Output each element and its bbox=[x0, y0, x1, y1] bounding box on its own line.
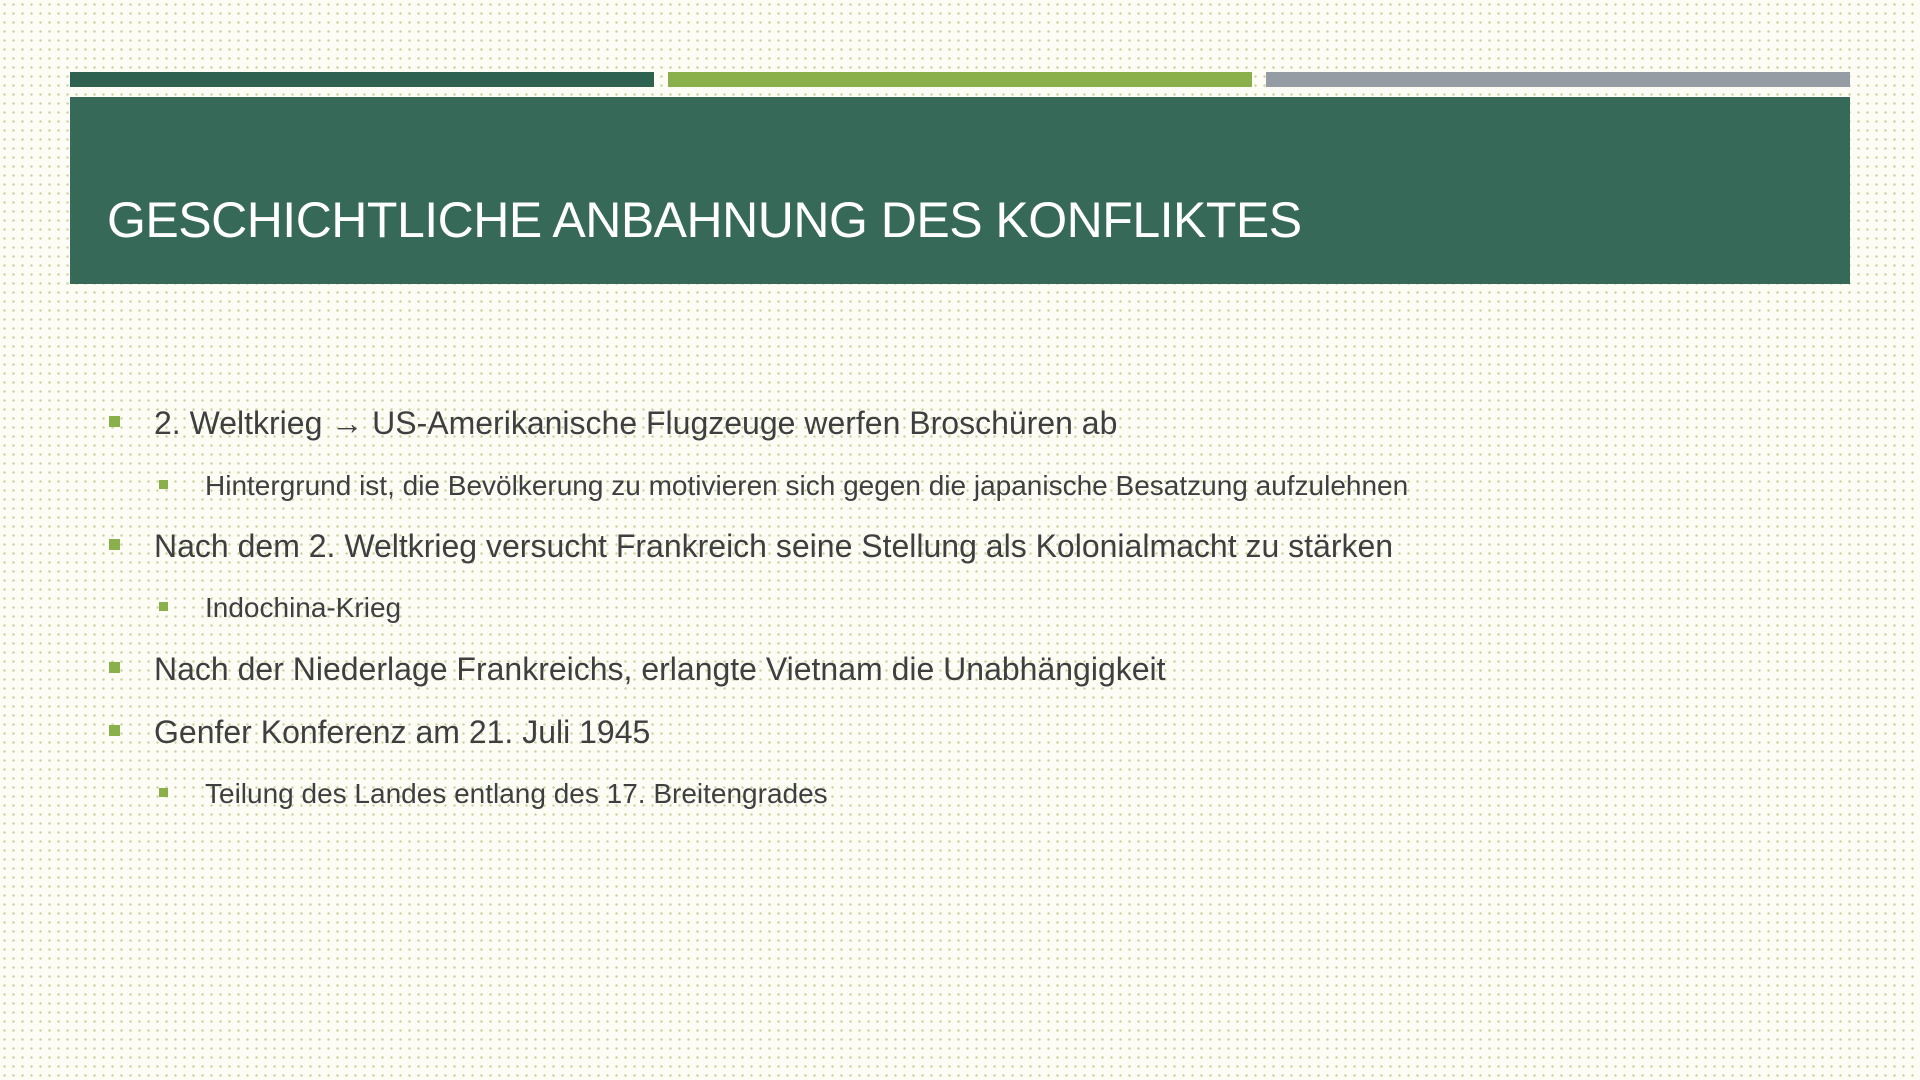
sub-bullet-item bbox=[205, 780, 828, 808]
bullet-item bbox=[154, 716, 650, 748]
bullet-item bbox=[154, 407, 1117, 439]
bullet-text: Genfer Konferenz am 21. Juli 1945 bbox=[154, 714, 651, 750]
square-bullet-icon bbox=[109, 539, 120, 550]
sub-bullet-text: Hintergrund ist, die Bevölkerung zu motivieren sich gegen die japanische Besatzung aufzulehnen bbox=[205, 470, 1409, 501]
bullet-item bbox=[154, 530, 1393, 562]
square-bullet-icon bbox=[109, 416, 120, 427]
bullet-text: Nach der Niederlage Frankreichs, erlangte Vietnam die Unabhängigkeit bbox=[154, 651, 1166, 687]
bullet-text: Nach dem 2. Weltkrieg versucht Frankreich seine Stellung als Kolonialmacht zu stärken bbox=[154, 528, 1394, 564]
slide-title: GESCHICHTLICHE ANBAHNUNG DES KONFLIKTES bbox=[107, 192, 1302, 248]
square-bullet-icon bbox=[109, 662, 120, 673]
sub-bullet-text: Teilung des Landes entlang des 17. Breitengrades bbox=[205, 778, 828, 809]
bullet-text: 2. Weltkrieg → US-Amerikanische Flugzeuge werfen Broschüren ab bbox=[154, 405, 1118, 441]
sub-bullet-text: Indochina-Krieg bbox=[205, 592, 402, 623]
sub-bullet-item bbox=[205, 472, 1408, 500]
sub-bullet-item bbox=[205, 594, 401, 622]
square-bullet-icon bbox=[109, 725, 120, 736]
square-bullet-icon bbox=[159, 602, 168, 611]
square-bullet-icon bbox=[159, 788, 168, 797]
bullet-item bbox=[154, 653, 1166, 685]
square-bullet-icon bbox=[159, 480, 168, 489]
